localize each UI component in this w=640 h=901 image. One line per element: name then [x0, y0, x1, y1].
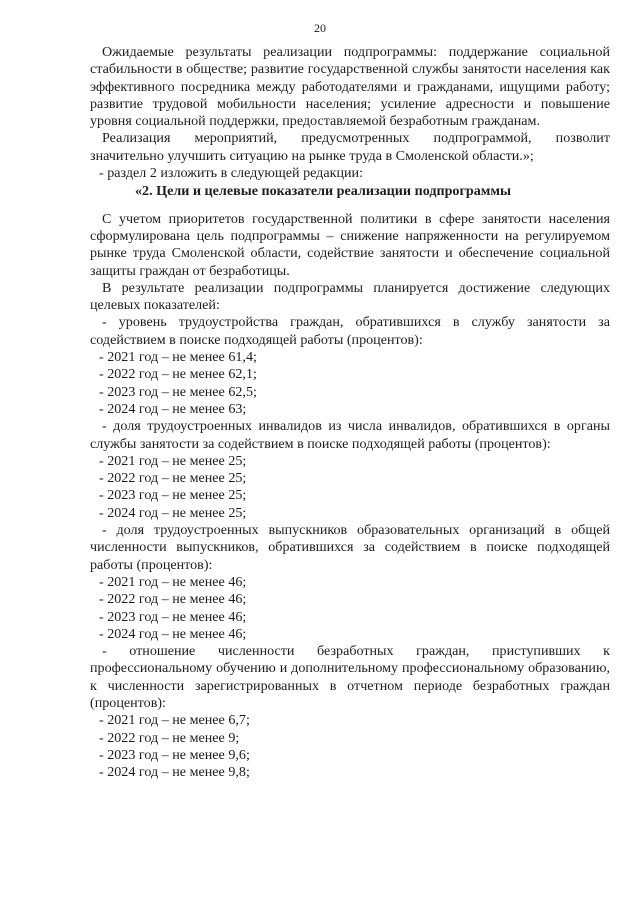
document-body [90, 44, 610, 781]
indicator-value: - 2021 год – не менее 6,7; [99, 712, 250, 729]
indicator-block [90, 418, 610, 522]
indicator-block [90, 643, 610, 781]
indicator-value: - 2021 год – не менее 46; [99, 573, 247, 590]
indicator-block [90, 314, 610, 418]
indicator-value: - 2021 год – не менее 25; [99, 452, 247, 469]
expected-results-paragraph: Ожидаемые результаты реализации подпрограммы: поддержание социальной стабильности в обществе; развитие государственной службы занятости населения как эффективного посредника между работодателями и гражданами, ищущими работу; развитие трудовой мобильности населения; усиление адресности и повышение уровня социальной поддержки, предоставляемой безработным гражданам. [90, 44, 610, 130]
measures-paragraph-line1: Реализация мероприятий, предусмотренных подпрограммой, позволит [102, 130, 610, 147]
indicator-value: - 2023 год – не менее 9,6; [99, 746, 250, 763]
indicator-value: - 2023 год – не менее 46; [99, 608, 247, 625]
indicator-value: - 2022 год – не менее 25; [99, 470, 247, 487]
indicator-title: - отношение численности безработных граждан, приступивших к профессиональному обучению и дополнительному профессиональному образованию, к численности зарегистрированных в отчетном периоде безработных граждан (процентов): [90, 643, 610, 711]
section-edit-note: - раздел 2 изложить в следующей редакции: [99, 165, 364, 182]
indicator-value: - 2023 год – не менее 62,5; [99, 383, 257, 400]
indicator-value: - 2024 год – не менее 25; [99, 504, 247, 521]
indicator-value: - 2024 год – не менее 63; [99, 400, 247, 417]
indicator-value: - 2024 год – не менее 46; [99, 625, 247, 642]
indicator-value: - 2024 год – не менее 9,8; [99, 764, 250, 781]
indicator-value: - 2022 год – не менее 62,1; [99, 366, 257, 383]
indicator-title: - уровень трудоустройства граждан, обратившихся в службу занятости за содействием в поиске подходящей работы (процентов): [90, 314, 610, 348]
indicator-value: - 2023 год – не менее 25; [99, 487, 247, 504]
targets-intro-paragraph: В результате реализации подпрограммы планируется достижение следующих целевых показателей: [90, 279, 610, 314]
section-heading: «2. Цели и целевые показатели реализации подпрограммы [135, 183, 511, 200]
indicator-block [90, 522, 610, 643]
indicator-title: - доля трудоустроенных выпускников образовательных организаций в общей численности выпускников, обратившихся за содействием в поиске подходящей работы (процентов): [90, 522, 610, 573]
indicator-value: - 2021 год – не менее 61,4; [99, 349, 257, 366]
goal-paragraph: С учетом приоритетов государственной политики в сфере занятости населения сформулирована цель подпрограммы – снижение напряженности на регулируемом рынке труда Смоленской области, содействие занятости и обеспечение социальной защиты граждан от безработицы. [90, 210, 610, 279]
measures-paragraph-line2: значительно улучшить ситуацию на рынке труда в Смоленской области.»; [90, 147, 534, 164]
indicator-value: - 2022 год – не менее 9; [99, 729, 240, 746]
indicator-value: - 2022 год – не менее 46; [99, 591, 247, 608]
indicator-title: - доля трудоустроенных инвалидов из числа инвалидов, обратившихся в органы службы занятости за содействием в поиске подходящей работы (процентов): [90, 418, 610, 452]
page-number: 20 [314, 21, 326, 35]
